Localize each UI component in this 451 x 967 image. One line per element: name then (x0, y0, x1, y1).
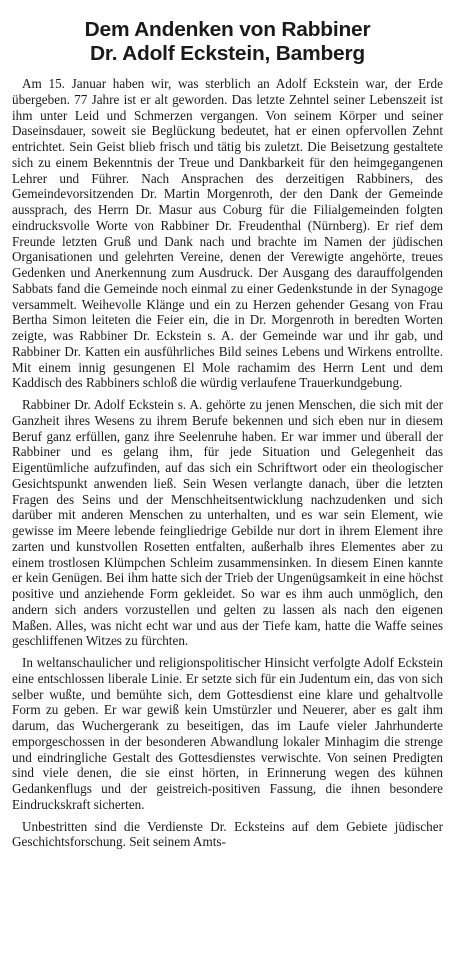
headline-line-2: Dr. Adolf Eckstein, Bamberg (90, 42, 365, 65)
article-body (12, 76, 443, 850)
paragraph-religious-politics: In weltanschaulicher und religionspolitischer Hinsicht verfolgte Adolf Eckstein eine entschlossen liberale Linie. Er setzte sich für ein Judentum ein, das von sich selber wußte, und bemühte sich, dem Gottesdienst eine klare und gehaltvolle Form zu geben. Er war gewiß kein Umstürzler und Neuerer, aber es galt ihm darum, das Wuchergerank zu beseitigen, das im Laufe vieler Jahrhunderte emporgeschossen in der besonderen Abwandlung lokaler Minhagim die strenge und eindringliche Gestalt des Gottesdienstes verwischte. Von seinen Predigten sind viele denen, die sie einst hörten, in Erinnerung wegen des kühnen Gedankenflugs und der geistreich-positiven Fassung, die ihnen besondere Eindruckskraft sicherten. (12, 655, 443, 812)
article-headline (8, 18, 448, 66)
paragraph-character: Rabbiner Dr. Adolf Eckstein s. A. gehörte zu jenen Menschen, die sich mit der Ganzheit ihres Wesens zu ihrem Berufe bekennen und sich eben nur in diesem Beruf ganz erfüllen, ganz ihre Seelenruhe haben. Er war immer und überall der Rabbiner und es gelang ihm, für jede Situation und Gelegenheit das Eigentümliche aufzufinden, auf das sich ein Schriftwort oder ein theologischer Gesichtspunkt anwenden ließ. Sein Wesen verlangte danach, über die letzten Fragen des Seins und der Menschheitsentwicklung nachzudenken und sich darüber mit anderen Menschen zu unterhalten, und es war sein Element, wie gewisse im Meere lebende feingliedrige Gebilde nur dort in ihrem Element ihre zarten und kunstvollen Rosetten entfalten, außerhalb ihres Elementes aber zu einem trostlosen Klümpchen Schleim zusammensinken. In diesem Einen kannte er kein Genügen. Bei ihm hatte sich der Trieb der Ungenügsamkeit in eine höchst positive und anziehende Form gekleidet. So war es ihm auch unmöglich, den andern sich anders vorzustellen und gelten zu lassen als nach den eigenen Maßen. Alles, was nicht echt war und aus der Tiefe kam, hatte die Waffe seines geschliffenen Witzes zu fürchten. (12, 397, 443, 649)
paragraph-funeral: Am 15. Januar haben wir, was sterblich an Adolf Eckstein war, der Erde übergeben. 77 Jahre ist er alt geworden. Das letzte Zehntel seiner Lebenszeit ist ihm unter Leid und Schmerzen vergangen. Von seinem Körper und seiner Daseinsdauer, soweit sie Beglückung bedeutet, hat er einen opfervollen Zehnt entrichtet. Sein Geist blieb frisch und tätig bis zuletzt. Die Beisetzung gestaltete sich zu einem Bekenntnis der Treue und Dankbarkeit für den heimgegangenen Lehrer und Führer. Nach Ansprachen des derzeitigen Rabbiners, des Gemeindevorsitzenden Dr. Martin Morgenroth, der den Dank der Gemeinde aussprach, des Herrn Dr. Masur aus Coburg für die Filialgemeinden folgten eindrucksvolle Worte von Rabbiner Dr. Freudenthal (Nürnberg). Er rief dem Freunde letzten Gruß und Dank nach und brachte im Namen der jüdischen Organisationen und gelehrten Vereine, denen der Verewigte angehörte, treues Gedenken und Anerkennung zum Ausdruck. Der Ausgang des darauffolgenden Sabbats fand die Gemeinde noch einmal zu einer Gedenkstunde in der Synagoge versammelt. Weihevolle Klänge und ein zu Herzen gehender Gesang von Frau Bertha Simon leiteten die Feier ein, die in Dr. Morgenroth in beredten Worten zeigte, was Rabbiner Dr. Eckstein s. A. der Gemeinde war und ihr gab, und Rabbiner Dr. Katten ein ausführliches Bild seines Lebens und Wirkens entrollte. Mit einem innig gesungenen El Mole rachamim des Herrn Lent und dem Kaddisch des Rabbiners schloß die würdig verlaufene Trauerkundgebung. (12, 76, 443, 391)
headline-line-1: Dem Andenken von Rabbiner (84, 18, 371, 41)
paragraph-historical-research: Unbestritten sind die Verdienste Dr. Ecksteins auf dem Gebiete jüdischer Geschichtsforschung. Seit seinem Amts- (12, 818, 443, 850)
